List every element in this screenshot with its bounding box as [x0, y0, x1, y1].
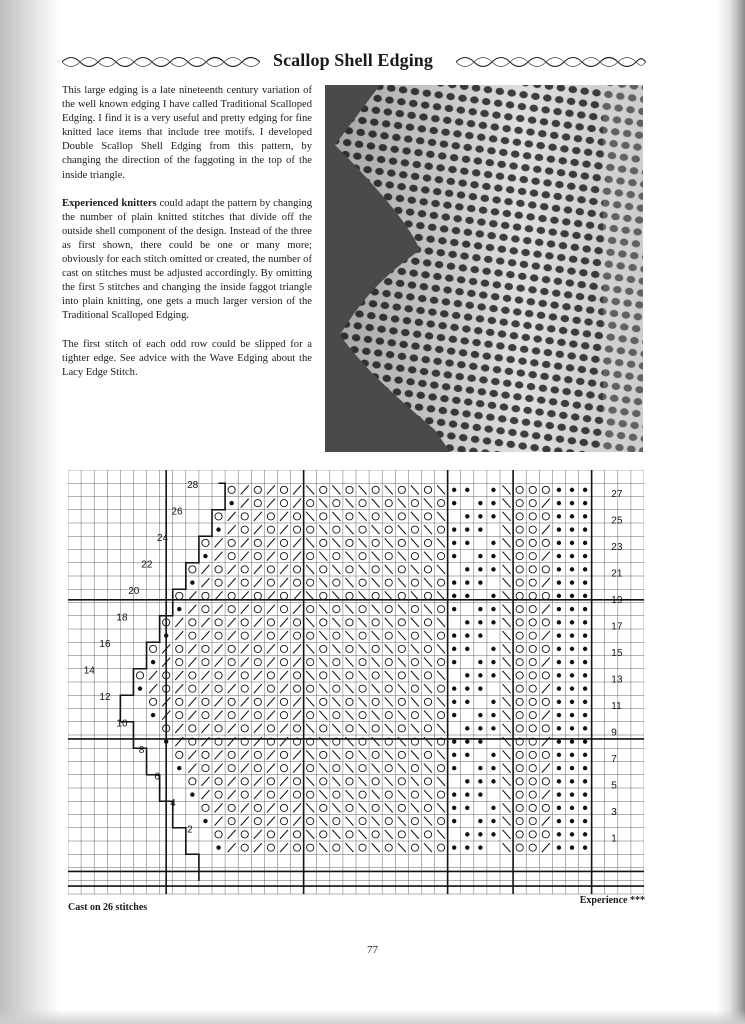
- purl-dot-symbol: [570, 686, 574, 690]
- intro-paragraph-2-lead: Experienced knitters: [62, 197, 157, 209]
- purl-dot-symbol: [570, 726, 574, 730]
- right-row-label: 27: [611, 489, 623, 501]
- purl-dot-symbol: [478, 673, 482, 677]
- purl-dot-symbol: [557, 633, 561, 637]
- purl-dot-symbol: [478, 580, 482, 584]
- purl-dot-symbol: [557, 700, 561, 704]
- purl-dot-symbol: [557, 792, 561, 796]
- purl-dot-symbol: [583, 554, 587, 558]
- knitting-chart-grid: [68, 470, 644, 895]
- purl-dot-symbol: [491, 673, 495, 677]
- purl-dot-symbol: [465, 753, 469, 757]
- purl-dot-symbol: [478, 713, 482, 717]
- purl-dot-symbol: [177, 766, 181, 770]
- page-bottom-shadow: [0, 1010, 745, 1024]
- purl-dot-symbol: [583, 726, 587, 730]
- purl-dot-symbol: [452, 792, 456, 796]
- purl-dot-symbol: [465, 633, 469, 637]
- purl-dot-symbol: [583, 527, 587, 531]
- purl-dot-symbol: [478, 779, 482, 783]
- purl-dot-symbol: [570, 554, 574, 558]
- right-row-label: 19: [611, 595, 623, 607]
- purl-dot-symbol: [557, 554, 561, 558]
- purl-dot-symbol: [583, 647, 587, 651]
- purl-dot-symbol: [570, 753, 574, 757]
- purl-dot-symbol: [570, 633, 574, 637]
- purl-dot-symbol: [452, 647, 456, 651]
- purl-dot-symbol: [570, 514, 574, 518]
- left-row-label: 10: [116, 718, 128, 730]
- page-title: Scallop Shell Edging: [272, 50, 434, 70]
- purl-dot-symbol: [491, 514, 495, 518]
- purl-dot-symbol: [570, 647, 574, 651]
- purl-dot-symbol: [583, 620, 587, 624]
- purl-dot-symbol: [570, 594, 574, 598]
- purl-dot-symbol: [557, 673, 561, 677]
- purl-dot-symbol: [465, 673, 469, 677]
- purl-dot-symbol: [491, 726, 495, 730]
- purl-dot-symbol: [583, 633, 587, 637]
- purl-dot-symbol: [583, 739, 587, 743]
- purl-dot-symbol: [452, 501, 456, 505]
- right-row-label: 3: [611, 807, 617, 819]
- purl-dot-symbol: [151, 660, 155, 664]
- purl-dot-symbol: [491, 806, 495, 810]
- purl-dot-symbol: [452, 633, 456, 637]
- purl-dot-symbol: [138, 686, 142, 690]
- purl-dot-symbol: [583, 580, 587, 584]
- left-row-label: 28: [187, 479, 199, 491]
- purl-dot-symbol: [557, 766, 561, 770]
- purl-dot-symbol: [491, 700, 495, 704]
- purl-dot-symbol: [583, 700, 587, 704]
- purl-dot-symbol: [452, 753, 456, 757]
- purl-dot-symbol: [452, 554, 456, 558]
- purl-dot-symbol: [557, 832, 561, 836]
- purl-dot-symbol: [164, 739, 168, 743]
- purl-dot-symbol: [465, 792, 469, 796]
- purl-dot-symbol: [557, 819, 561, 823]
- purl-dot-symbol: [478, 607, 482, 611]
- purl-dot-symbol: [452, 527, 456, 531]
- purl-dot-symbol: [452, 541, 456, 545]
- page-edge-shadow: [717, 0, 745, 1024]
- purl-dot-symbol: [164, 633, 168, 637]
- purl-dot-symbol: [478, 501, 482, 505]
- purl-dot-symbol: [465, 832, 469, 836]
- purl-dot-symbol: [583, 779, 587, 783]
- right-row-label: 11: [611, 701, 622, 713]
- purl-dot-symbol: [465, 647, 469, 651]
- purl-dot-symbol: [452, 580, 456, 584]
- purl-dot-symbol: [557, 567, 561, 571]
- purl-dot-symbol: [557, 620, 561, 624]
- purl-dot-symbol: [478, 766, 482, 770]
- purl-dot-symbol: [557, 647, 561, 651]
- purl-dot-symbol: [557, 845, 561, 849]
- left-row-label: 22: [141, 559, 153, 571]
- purl-dot-symbol: [491, 620, 495, 624]
- purl-dot-symbol: [583, 792, 587, 796]
- right-row-label: 15: [611, 648, 623, 660]
- purl-dot-symbol: [491, 488, 495, 492]
- purl-dot-symbol: [570, 567, 574, 571]
- knitting-chart: [68, 470, 644, 895]
- purl-dot-symbol: [491, 660, 495, 664]
- purl-dot-symbol: [557, 806, 561, 810]
- purl-dot-symbol: [557, 607, 561, 611]
- intro-text: [62, 84, 312, 394]
- purl-dot-symbol: [177, 607, 181, 611]
- purl-dot-symbol: [583, 713, 587, 717]
- purl-dot-symbol: [478, 832, 482, 836]
- purl-dot-symbol: [583, 832, 587, 836]
- cast-on-caption: Cast on 26 stitches: [68, 902, 148, 913]
- purl-dot-symbol: [465, 700, 469, 704]
- purl-dot-symbol: [478, 686, 482, 690]
- purl-dot-symbol: [478, 554, 482, 558]
- purl-dot-symbol: [452, 700, 456, 704]
- purl-dot-symbol: [465, 779, 469, 783]
- purl-dot-symbol: [491, 779, 495, 783]
- purl-dot-symbol: [557, 713, 561, 717]
- intro-paragraph-2: [62, 197, 312, 324]
- purl-dot-symbol: [583, 501, 587, 505]
- purl-dot-symbol: [557, 501, 561, 505]
- purl-dot-symbol: [570, 541, 574, 545]
- purl-dot-symbol: [557, 488, 561, 492]
- left-row-label: 20: [128, 585, 140, 597]
- left-row-label: 2: [187, 824, 193, 836]
- purl-dot-symbol: [465, 514, 469, 518]
- purl-dot-symbol: [452, 488, 456, 492]
- purl-dot-symbol: [557, 527, 561, 531]
- right-row-label: 7: [611, 754, 617, 766]
- purl-dot-symbol: [583, 806, 587, 810]
- purl-dot-symbol: [583, 753, 587, 757]
- purl-dot-symbol: [570, 660, 574, 664]
- left-row-label: 26: [171, 506, 183, 518]
- purl-dot-symbol: [491, 607, 495, 611]
- left-row-label: 14: [83, 665, 95, 677]
- purl-dot-symbol: [465, 580, 469, 584]
- lace-photo: [325, 85, 643, 452]
- left-row-label: 6: [154, 771, 160, 783]
- purl-dot-symbol: [478, 739, 482, 743]
- purl-dot-symbol: [583, 541, 587, 545]
- purl-dot-symbol: [570, 527, 574, 531]
- page-number: 77: [367, 944, 378, 956]
- purl-dot-symbol: [570, 713, 574, 717]
- purl-dot-symbol: [583, 845, 587, 849]
- purl-dot-symbol: [465, 845, 469, 849]
- purl-dot-symbol: [478, 726, 482, 730]
- purl-dot-symbol: [190, 580, 194, 584]
- left-row-label: 18: [116, 612, 128, 624]
- purl-dot-symbol: [452, 686, 456, 690]
- purl-dot-symbol: [583, 488, 587, 492]
- purl-dot-symbol: [465, 594, 469, 598]
- purl-dot-symbol: [478, 819, 482, 823]
- purl-dot-symbol: [491, 594, 495, 598]
- purl-dot-symbol: [216, 845, 220, 849]
- purl-dot-symbol: [465, 739, 469, 743]
- purl-dot-symbol: [570, 832, 574, 836]
- purl-dot-symbol: [570, 607, 574, 611]
- purl-dot-symbol: [491, 554, 495, 558]
- purl-dot-symbol: [452, 845, 456, 849]
- purl-dot-symbol: [570, 792, 574, 796]
- purl-dot-symbol: [465, 541, 469, 545]
- left-row-label: 12: [99, 691, 111, 703]
- purl-dot-symbol: [491, 647, 495, 651]
- purl-dot-symbol: [491, 567, 495, 571]
- right-row-label: 21: [611, 568, 623, 580]
- purl-dot-symbol: [151, 713, 155, 717]
- purl-dot-symbol: [452, 594, 456, 598]
- right-flourish-ornament: [456, 55, 646, 69]
- purl-dot-symbol: [583, 607, 587, 611]
- purl-dot-symbol: [570, 845, 574, 849]
- purl-dot-symbol: [557, 541, 561, 545]
- right-row-label: 5: [611, 780, 617, 792]
- purl-dot-symbol: [452, 739, 456, 743]
- purl-dot-symbol: [570, 580, 574, 584]
- right-row-label: 13: [611, 674, 623, 686]
- purl-dot-symbol: [478, 620, 482, 624]
- purl-dot-symbol: [491, 501, 495, 505]
- purl-dot-symbol: [570, 766, 574, 770]
- lace-mesh-image: [325, 85, 643, 452]
- purl-dot-symbol: [583, 660, 587, 664]
- purl-dot-symbol: [583, 673, 587, 677]
- purl-dot-symbol: [570, 806, 574, 810]
- purl-dot-symbol: [583, 686, 587, 690]
- purl-dot-symbol: [557, 686, 561, 690]
- purl-dot-symbol: [478, 567, 482, 571]
- purl-dot-symbol: [478, 633, 482, 637]
- left-row-label: 24: [157, 532, 169, 544]
- purl-dot-symbol: [491, 713, 495, 717]
- purl-dot-symbol: [465, 620, 469, 624]
- purl-dot-symbol: [452, 713, 456, 717]
- purl-dot-symbol: [583, 567, 587, 571]
- purl-dot-symbol: [570, 501, 574, 505]
- purl-dot-symbol: [190, 792, 194, 796]
- page-gutter-shadow: [0, 0, 62, 1024]
- purl-dot-symbol: [491, 766, 495, 770]
- right-row-label: 17: [611, 621, 623, 633]
- purl-dot-symbol: [491, 753, 495, 757]
- purl-dot-symbol: [570, 739, 574, 743]
- purl-dot-symbol: [583, 819, 587, 823]
- purl-dot-symbol: [570, 673, 574, 677]
- left-row-label: 8: [138, 744, 145, 756]
- page-header: [58, 46, 648, 76]
- purl-dot-symbol: [465, 806, 469, 810]
- purl-dot-symbol: [557, 779, 561, 783]
- right-row-label: 1: [611, 833, 617, 845]
- purl-dot-symbol: [491, 819, 495, 823]
- purl-dot-symbol: [478, 792, 482, 796]
- purl-dot-symbol: [557, 726, 561, 730]
- purl-dot-symbol: [478, 527, 482, 531]
- purl-dot-symbol: [570, 819, 574, 823]
- right-row-label: 25: [611, 515, 623, 527]
- purl-dot-symbol: [452, 806, 456, 810]
- purl-dot-symbol: [491, 541, 495, 545]
- purl-dot-symbol: [557, 753, 561, 757]
- right-row-label: 23: [611, 542, 623, 554]
- purl-dot-symbol: [557, 580, 561, 584]
- purl-dot-symbol: [229, 501, 233, 505]
- purl-dot-symbol: [583, 594, 587, 598]
- purl-dot-symbol: [557, 594, 561, 598]
- intro-paragraph-3: The first stitch of each odd row could be slipped for a tighter edge. See advice with the Wave Edging about the Lacy Edge Stitch.: [62, 338, 312, 378]
- purl-dot-symbol: [478, 845, 482, 849]
- purl-dot-symbol: [465, 726, 469, 730]
- purl-dot-symbol: [465, 488, 469, 492]
- purl-dot-symbol: [491, 832, 495, 836]
- experience-caption: Experience ***: [579, 895, 645, 906]
- right-row-label: 9: [611, 727, 617, 739]
- purl-dot-symbol: [465, 686, 469, 690]
- purl-dot-symbol: [465, 567, 469, 571]
- intro-paragraph-1: This large edging is a late nineteenth century variation of the well known edging I have called Traditional Scalloped Edging. I find it is a very useful and pretty edging for fine knitted lace items that include tree motifs. I developed Double Scallop Shell Edging from this pattern, by changing the direction of the faggoting in the top of the inside triangle.: [62, 85, 312, 181]
- purl-dot-symbol: [478, 660, 482, 664]
- purl-dot-symbol: [557, 660, 561, 664]
- intro-paragraph-2-body: could adapt the pattern by changing the number of plain knitted stitches that divide off the outside shell component of the design. Instead of the three as first shown, there could be one or many more; obviously for each stitch omitted or created, the number of cast on stitches must be adjusted accordingly. By omitting the first 5 stitches and changing the inside faggot triangle into plain knitting, one gets a much larger version of the Traditional Scalloped Edging.: [62, 197, 312, 322]
- purl-dot-symbol: [452, 766, 456, 770]
- purl-dot-symbol: [570, 620, 574, 624]
- purl-dot-symbol: [583, 766, 587, 770]
- purl-dot-symbol: [203, 554, 207, 558]
- purl-dot-symbol: [570, 488, 574, 492]
- purl-dot-symbol: [557, 514, 561, 518]
- purl-dot-symbol: [216, 527, 220, 531]
- purl-dot-symbol: [557, 739, 561, 743]
- left-row-label: 4: [170, 797, 176, 809]
- purl-dot-symbol: [583, 514, 587, 518]
- purl-dot-symbol: [452, 660, 456, 664]
- purl-dot-symbol: [203, 819, 207, 823]
- purl-dot-symbol: [570, 779, 574, 783]
- purl-dot-symbol: [478, 514, 482, 518]
- purl-dot-symbol: [570, 700, 574, 704]
- purl-dot-symbol: [452, 819, 456, 823]
- purl-dot-symbol: [452, 607, 456, 611]
- left-row-label: 16: [99, 638, 111, 650]
- purl-dot-symbol: [465, 527, 469, 531]
